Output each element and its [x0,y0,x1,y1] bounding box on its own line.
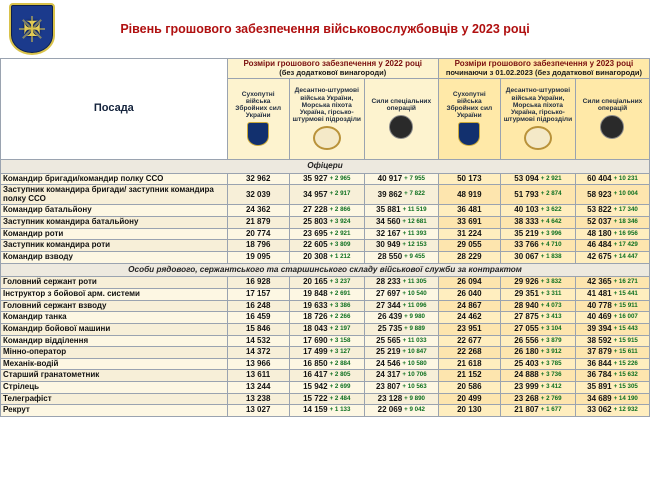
cell-2022-air-assault: 14 159 + 1 133 [289,405,364,417]
row-position-label: Командир роти [1,228,228,240]
table-row [1,289,650,301]
cell-2023-land: 20 586 [438,382,500,394]
column-header-2022-sso-label: Сили спеціальних операцій [371,98,432,113]
table-row [1,277,650,289]
cell-2022-sso: 30 949 + 12 153 [364,240,438,252]
column-header-2023-air-assault [500,78,575,159]
cell-2023-air-assault: 23 268 + 2 769 [500,393,575,405]
cell-2023-sso: 34 689 + 14 190 [575,393,649,405]
cell-2022-air-assault: 20 165 + 3 237 [289,277,364,289]
cell-2022-land: 32 962 [227,173,289,185]
column-header-2023-sso-label: Сили спеціальних операцій [582,98,643,113]
cell-2022-sso: 27 697 + 10 540 [364,289,438,301]
cell-2023-air-assault: 27 875 + 3 413 [500,312,575,324]
cell-2022-sso: 28 550 + 9 455 [364,251,438,263]
cell-2023-sso: 35 891 + 15 305 [575,382,649,394]
cell-2023-land: 28 229 [438,251,500,263]
cell-2022-sso: 35 881 + 11 519 [364,205,438,217]
table-row [1,251,650,263]
cell-2023-land: 23 951 [438,323,500,335]
cell-2022-sso: 28 233 + 11 305 [364,277,438,289]
cell-2023-sso: 39 394 + 15 443 [575,323,649,335]
table-row [1,393,650,405]
group-2022-line1: Розміри грошового забезпечення у 2022 році [243,59,423,68]
special-operations-insignia-icon-2023 [600,115,624,139]
land-forces-insignia-icon-2023 [458,122,480,146]
group-2022-line2: (без додаткової винагороди) [279,67,387,77]
cell-2022-sso: 39 862 + 7 822 [364,185,438,205]
cell-2023-land: 26 094 [438,277,500,289]
row-position-label: Механік-водій [1,358,228,370]
cell-2022-air-assault: 16 850 + 2 884 [289,358,364,370]
cell-2023-air-assault: 26 556 + 3 879 [500,335,575,347]
cell-2022-sso: 24 317 + 10 706 [364,370,438,382]
cell-2023-sso: 60 404 + 10 231 [575,173,649,185]
column-header-2023-sso [575,78,649,159]
ukraine-armed-forces-emblem-icon [6,3,58,55]
table-header-group-row [1,59,650,79]
row-position-label: Командир відділення [1,335,228,347]
cell-2022-sso: 27 344 + 11 096 [364,300,438,312]
page-header [0,0,650,58]
table-row [1,312,650,324]
cell-2022-sso: 25 565 + 11 033 [364,335,438,347]
row-position-label: Командир батальйону [1,205,228,217]
cell-2022-air-assault: 17 690 + 3 158 [289,335,364,347]
cell-2022-land: 13 238 [227,393,289,405]
section-header-label: Особи рядового, сержантського та старшинського складу військової служби за контрактом [1,263,650,277]
table-row [1,370,650,382]
cell-2022-sso: 32 167 + 11 393 [364,228,438,240]
section-header-label: Офіцери [1,159,650,173]
table-row [1,358,650,370]
row-position-label: Стрілець [1,382,228,394]
cell-2022-land: 13 027 [227,405,289,417]
cell-2022-sso: 24 546 + 10 580 [364,358,438,370]
cell-2023-air-assault: 51 793 + 2 874 [500,185,575,205]
cell-2023-air-assault: 33 766 + 4 710 [500,240,575,252]
table-body [1,159,650,416]
cell-2023-land: 22 268 [438,347,500,359]
cell-2023-air-assault: 25 403 + 3 785 [500,358,575,370]
table-row [1,173,650,185]
cell-2022-air-assault: 15 722 + 2 484 [289,393,364,405]
row-position-label: Заступник командира бригади/ заступник командира полку ССО [1,185,228,205]
cell-2022-air-assault: 35 927 + 2 965 [289,173,364,185]
cell-2023-sso: 37 879 + 15 611 [575,347,649,359]
cell-2023-land: 48 919 [438,185,500,205]
cell-2022-sso: 26 439 + 9 980 [364,312,438,324]
cell-2022-land: 24 362 [227,205,289,217]
air-assault-insignia-icon [313,126,341,150]
cell-2022-sso: 23 128 + 9 890 [364,393,438,405]
column-header-2022-land [227,78,289,159]
cell-2022-land: 13 611 [227,370,289,382]
cell-2023-air-assault: 26 180 + 3 912 [500,347,575,359]
cell-2023-air-assault: 21 807 + 1 677 [500,405,575,417]
table-row [1,185,650,205]
cell-2023-land: 20 130 [438,405,500,417]
section-header-row [1,159,650,173]
cell-2022-land: 17 157 [227,289,289,301]
cell-2022-land: 14 532 [227,335,289,347]
salary-table [0,58,650,417]
cell-2022-land: 13 966 [227,358,289,370]
cell-2023-air-assault: 30 067 + 1 838 [500,251,575,263]
cell-2022-land: 32 039 [227,185,289,205]
table-row [1,405,650,417]
cell-2022-land: 18 796 [227,240,289,252]
cell-2022-air-assault: 27 228 + 2 866 [289,205,364,217]
cell-2022-sso: 40 917 + 7 955 [364,173,438,185]
cell-2023-sso: 53 822 + 17 340 [575,205,649,217]
cell-2023-air-assault: 28 940 + 4 073 [500,300,575,312]
special-operations-insignia-icon [389,115,413,139]
cell-2022-land: 16 248 [227,300,289,312]
cell-2023-sso: 33 062 + 12 932 [575,405,649,417]
column-header-2023-air-assault-label: Десантно-штурмові війська України, Морська піхота Україна, гірсько-штурмові підрозділи [503,87,573,123]
cell-2023-land: 26 040 [438,289,500,301]
table-row [1,240,650,252]
cell-2022-sso: 23 807 + 10 563 [364,382,438,394]
column-header-2022-air-assault-label: Десантно-штурмові війська України, Морська піхота Україна, гірсько-штурмові підрозділи [292,87,361,123]
cell-2023-land: 22 677 [438,335,500,347]
cell-2022-air-assault: 22 605 + 3 809 [289,240,364,252]
cell-2023-air-assault: 40 103 + 3 622 [500,205,575,217]
cell-2022-air-assault: 17 499 + 3 127 [289,347,364,359]
cell-2022-land: 19 095 [227,251,289,263]
cell-2023-sso: 48 180 + 16 956 [575,228,649,240]
table-row [1,217,650,229]
row-position-label: Командир взводу [1,251,228,263]
air-assault-insignia-icon-2023 [524,126,552,150]
row-position-label: Мінно-оператор [1,347,228,359]
cell-2023-land: 24 462 [438,312,500,324]
table-row [1,228,650,240]
row-position-label: Командир танка [1,312,228,324]
row-position-label: Телеграфіст [1,393,228,405]
cell-2023-air-assault: 29 351 + 3 311 [500,289,575,301]
cell-2022-sso: 25 735 + 9 889 [364,323,438,335]
column-header-2022-land-label: Сухопутні війська Збройних сил України [235,91,282,120]
column-header-2023-land-label: Сухопутні війська Збройних сил України [446,91,493,120]
cell-2023-land: 29 055 [438,240,500,252]
cell-2023-land: 33 691 [438,217,500,229]
cell-2022-air-assault: 18 043 + 2 197 [289,323,364,335]
table-row [1,323,650,335]
cell-2022-air-assault: 19 848 + 2 691 [289,289,364,301]
row-position-label: Інструктор з бойової арм. системи [1,289,228,301]
cell-2023-sso: 36 784 + 15 632 [575,370,649,382]
row-position-label: Головний сержант взводу [1,300,228,312]
cell-2023-land: 50 173 [438,173,500,185]
cell-2023-sso: 42 675 + 14 447 [575,251,649,263]
cell-2022-air-assault: 15 942 + 2 699 [289,382,364,394]
group-header-2022 [227,59,438,79]
table-row [1,335,650,347]
cell-2023-sso: 40 778 + 15 911 [575,300,649,312]
table-row [1,300,650,312]
cell-2023-sso: 36 844 + 15 226 [575,358,649,370]
column-header-2022-sso [364,78,438,159]
column-header-2022-air-assault [289,78,364,159]
row-position-label: Командир бойової машини [1,323,228,335]
cell-2022-air-assault: 25 803 + 3 924 [289,217,364,229]
group-2023-line2: починаючи з 01.02.2023 (без додаткової винагороди) [445,67,642,77]
cell-2023-land: 21 618 [438,358,500,370]
section-header-row [1,263,650,277]
cell-2023-land: 20 499 [438,393,500,405]
row-position-label: Командир бригади/командир полку ССО [1,173,228,185]
cell-2023-air-assault: 24 888 + 3 736 [500,370,575,382]
cell-2022-land: 13 244 [227,382,289,394]
cell-2023-sso: 52 037 + 18 346 [575,217,649,229]
cell-2022-sso: 22 069 + 9 042 [364,405,438,417]
cell-2022-air-assault: 23 695 + 2 921 [289,228,364,240]
group-header-2023 [438,59,649,79]
land-forces-insignia-icon [247,122,269,146]
cell-2023-sso: 38 592 + 15 915 [575,335,649,347]
row-position-label: Головний сержант роти [1,277,228,289]
cell-2022-land: 14 372 [227,347,289,359]
page-title: Рівень грошового забезпечення військовослужбовців у 2023 році [120,21,530,36]
row-position-label: Старший гранатометник [1,370,228,382]
cell-2023-sso: 58 923 + 10 004 [575,185,649,205]
cell-2022-sso: 25 219 + 10 847 [364,347,438,359]
cell-2022-land: 20 774 [227,228,289,240]
cell-2022-land: 21 879 [227,217,289,229]
column-header-2023-land [438,78,500,159]
cell-2023-land: 21 152 [438,370,500,382]
cell-2022-air-assault: 18 726 + 2 266 [289,312,364,324]
cell-2022-land: 16 459 [227,312,289,324]
cell-2023-land: 31 224 [438,228,500,240]
row-position-label: Рекрут [1,405,228,417]
table-row [1,347,650,359]
cell-2022-air-assault: 16 417 + 2 805 [289,370,364,382]
cell-2022-air-assault: 34 957 + 2 917 [289,185,364,205]
cell-2023-air-assault: 23 999 + 3 412 [500,382,575,394]
cell-2023-land: 24 867 [438,300,500,312]
table-row [1,382,650,394]
row-position-label: Заступник командира роти [1,240,228,252]
cell-2022-land: 16 928 [227,277,289,289]
cell-2023-sso: 46 484 + 17 429 [575,240,649,252]
cell-2022-air-assault: 19 633 + 3 386 [289,300,364,312]
cell-2023-sso: 42 365 + 16 271 [575,277,649,289]
cell-2022-sso: 34 560 + 12 681 [364,217,438,229]
cell-2023-air-assault: 27 055 + 3 104 [500,323,575,335]
cell-2023-air-assault: 29 926 + 3 832 [500,277,575,289]
cell-2022-land: 15 846 [227,323,289,335]
cell-2023-sso: 40 469 + 16 007 [575,312,649,324]
group-2023-line1: Розміри грошового забезпечення у 2023 році [454,59,634,68]
cell-2023-air-assault: 53 094 + 2 921 [500,173,575,185]
cell-2022-air-assault: 20 308 + 1 212 [289,251,364,263]
table-row [1,205,650,217]
cell-2023-sso: 41 481 + 15 441 [575,289,649,301]
row-position-label: Заступник командира батальйону [1,217,228,229]
cell-2023-land: 36 481 [438,205,500,217]
column-header-posada: Посада [1,59,228,160]
cell-2023-air-assault: 35 219 + 3 996 [500,228,575,240]
cell-2023-air-assault: 38 333 + 4 642 [500,217,575,229]
